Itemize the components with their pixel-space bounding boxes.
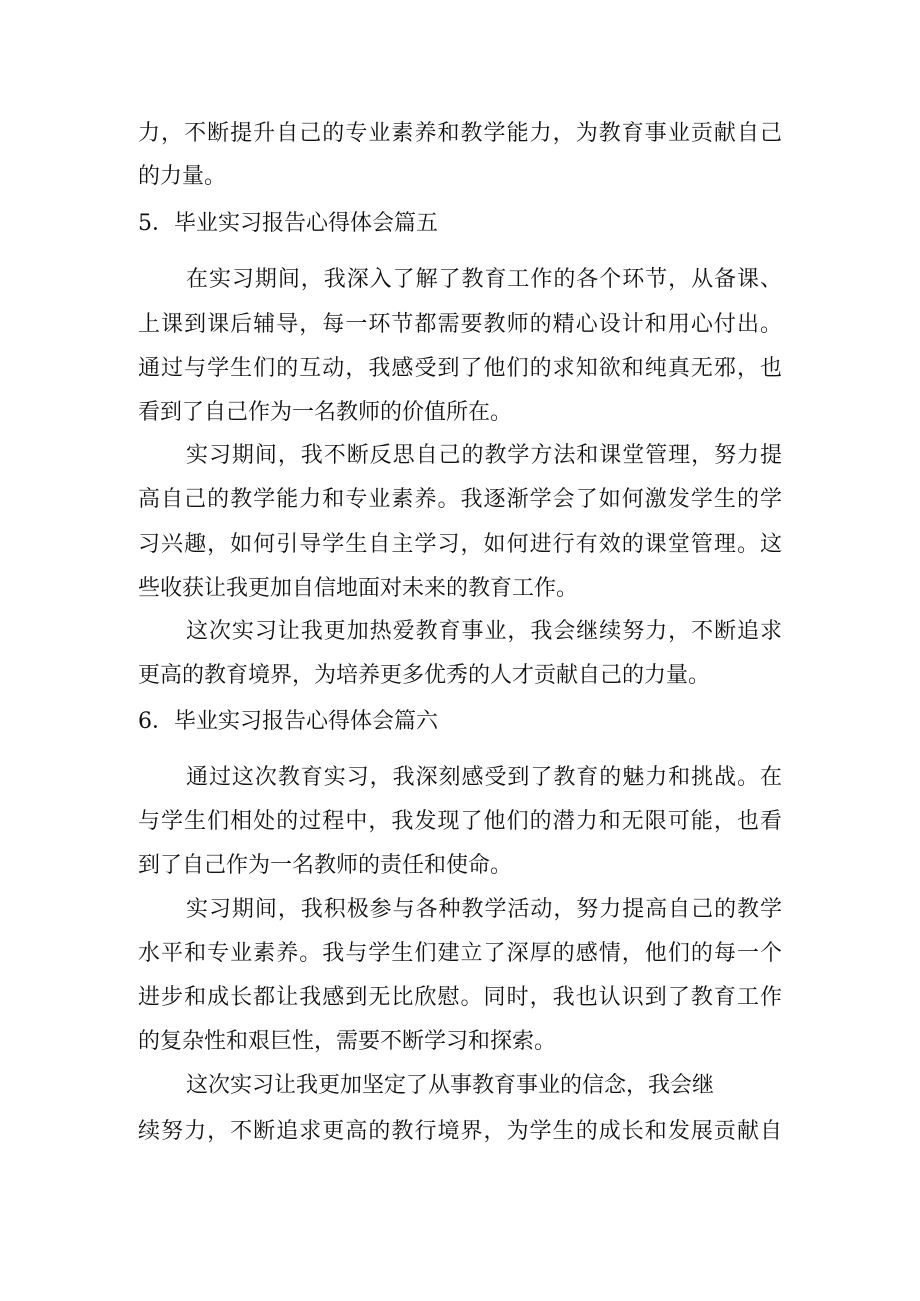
paragraph-line: 习兴趣，如何引导学生自主学习，如何进行有效的课堂管理。这	[138, 532, 782, 557]
paragraph-line: 更高的教育境界，为培养更多优秀的人才贡献自己的力量。	[138, 663, 711, 688]
paragraph-line: 通过与学生们的互动，我感受到了他们的求知欲和纯真无邪，也	[138, 356, 782, 381]
paragraph-line: 上课到课后辅导，每一环节都需要教师的精心设计和用心付出。	[138, 312, 782, 337]
section-heading: 5．毕业实习报告心得体会篇五	[138, 211, 438, 236]
paragraph-line: 水平和专业素养。我与学生们建立了深厚的感情，他们的每一个	[138, 941, 782, 966]
paragraph-line: 进步和成长都让我感到无比欣慰。同时，我也认识到了教育工作	[138, 985, 782, 1010]
paragraph-line: 些收获让我更加自信地面对未来的教育工作。	[138, 576, 579, 601]
paragraph-line: 的力量。	[138, 164, 227, 189]
paragraph-line: 与学生们相处的过程中，我发现了他们的潜力和无限可能，也看	[138, 809, 782, 834]
section-heading: 6．毕业实习报告心得体会篇六	[138, 709, 438, 734]
paragraph-line: 到了自己作为一名教师的责任和使命。	[138, 853, 513, 878]
paragraph-line: 高自己的教学能力和专业素养。我逐渐学会了如何激发学生的学	[138, 487, 782, 512]
paragraph-line: 续努力，不断追求更高的教行境界，为学生的成长和发展贡献自	[138, 1119, 782, 1144]
paragraph-line: 这次实习让我更加热爱教育事业，我会继续努力，不断追求	[186, 619, 782, 644]
paragraph-line: 的复杂性和艰巨性，需要不断学习和探索。	[138, 1029, 557, 1054]
paragraph-line: 实习期间，我积极参与各种教学活动，努力提高自己的教学	[186, 897, 782, 922]
paragraph-line: 这次实习让我更加坚定了从事教育事业的信念，我会继	[186, 1073, 715, 1098]
paragraph-line: 看到了自己作为一名教师的价值所在。	[138, 400, 513, 425]
paragraph-line: 实习期间，我不断反思自己的教学方法和课堂管理，努力提	[186, 443, 782, 468]
paragraph-line: 通过这次教育实习，我深刻感受到了教育的魅力和挑战。在	[186, 765, 782, 790]
paragraph-line: 在实习期间，我深入了解了教育工作的各个环节，从备课、	[186, 267, 782, 292]
paragraph-line: 力，不断提升自己的专业素养和教学能力，为教育事业贡献自己	[138, 121, 782, 146]
